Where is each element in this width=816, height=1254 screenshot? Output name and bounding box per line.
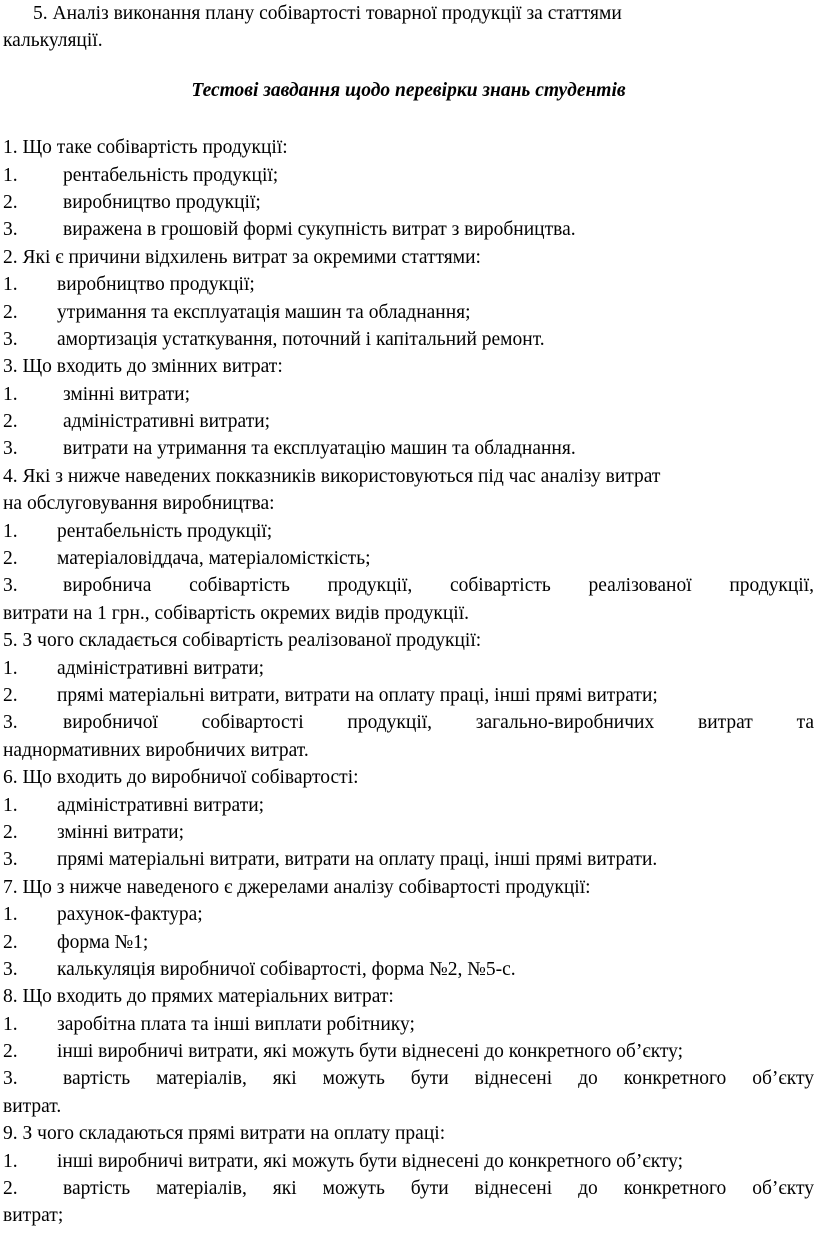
question-5-option-3-continued: наднормативних виробничих витрат. [3,739,309,761]
question-6-option-2 [3,819,814,846]
option-text: інші виробничі витрати, які можуть бути віднесені до конкретного об’єкту; [57,1041,684,1063]
question-6-option-3 [3,846,814,873]
section-heading: Тестові завдання щодо перевірки знань студентів [191,79,626,101]
option-text: форма №1; [57,931,149,953]
option-number: 1. [3,274,18,296]
option-number: 3. [3,328,18,350]
option-number: 3. [3,1068,18,1090]
question-8-option-3 [3,1065,814,1092]
option-text: інші виробничі витрати, які можуть бути віднесені до конкретного об’єкту; [57,1150,684,1172]
question-1-option-1 [3,162,814,189]
question-3-option-1 [3,381,814,408]
question-7-option-1 [3,901,814,928]
question-3: 3. Що входить до змінних витрат: [3,356,283,378]
intro-line-1: 5. Аналіз виконання плану собівартості товарної продукції за статтями [33,3,622,24]
question-1-option-2 [3,189,814,216]
option-text: рахунок-фактура; [57,904,203,926]
option-text: амортизація устаткування, поточний і капітальний ремонт. [57,328,545,350]
question-4-option-1 [3,518,814,545]
question-2-option-3 [3,326,814,353]
option-text: адміністративні витрати; [57,657,265,679]
question-7-option-2 [3,929,814,956]
question-2-option-2 [3,299,814,326]
option-number: 3. [3,849,18,871]
question-7: 7. Що з нижче наведеного є джерелами аналізу собівартості продукції: [3,876,591,898]
option-number: 3. [3,438,18,460]
option-text: рентабельність продукції; [63,164,279,186]
option-text: вартість матеріалів, які можуть бути віднесені до конкретного об’єкту [63,1068,814,1090]
option-text: виробничої собівартості продукції, загально-виробничих витрат та [63,712,814,734]
question-8: 8. Що входить до прямих матеріальних витрат: [3,986,394,1008]
option-number: 1. [3,1013,18,1035]
question-8-option-1 [3,1011,814,1038]
option-number: 3. [3,712,18,734]
question-4-option-3-continued: витрати на 1 грн., собівартість окремих видів продукції. [3,602,470,624]
question-5-option-2 [3,682,814,709]
option-text: виражена в грошовій формі сукупність витрат з виробництва. [63,219,576,241]
option-number: 2. [3,1178,18,1200]
option-number: 3. [3,219,18,241]
question-7-option-3 [3,956,814,983]
option-number: 1. [3,164,18,186]
option-text: матеріаловіддача, матеріаломісткість; [57,548,371,570]
option-text: калькуляція виробничої собівартості, форма №2, №5-с. [57,958,516,980]
option-number: 2. [3,1041,18,1063]
option-number: 1. [3,657,18,679]
option-text: адміністративні витрати; [63,411,271,433]
question-1: 1. Що таке собівартість продукції: [3,137,288,159]
option-text: заробітна плата та інші виплати робітнику; [57,1013,415,1035]
question-5-option-1 [3,655,814,682]
option-number: 3. [3,575,18,597]
option-text: виробництво продукції; [63,191,261,213]
option-text: рентабельність продукції; [57,520,273,542]
option-text: адміністративні витрати; [57,794,265,816]
option-text: змінні витрати; [57,821,185,843]
question-4: 4. Які з нижче наведених покказників використовуються під час аналізу витрат [3,465,661,487]
option-number: 2. [3,548,18,570]
question-1-option-3 [3,216,814,243]
option-text: вартість матеріалів, які можуть бути віднесені до конкретного об’єкту [63,1178,814,1200]
question-8-option-2 [3,1038,814,1065]
question-6: 6. Що входить до виробничої собівартості: [3,767,359,789]
intro-line-2: калькуляції. [3,30,103,52]
option-text: виробництво продукції; [57,274,255,296]
option-text: виробнича собівартість продукції, собівартість реалізованої продукції, [63,575,814,597]
option-text: утримання та експлуатація машин та обладнання; [57,301,471,323]
question-4-continued: на обслуговування виробництва: [3,493,275,515]
option-number: 2. [3,821,18,843]
option-text: витрати на утримання та експлуатацію машин та обладнання. [63,438,576,460]
question-4-option-2 [3,545,814,572]
option-number: 1. [3,383,18,405]
option-number: 1. [3,794,18,816]
option-number: 2. [3,301,18,323]
question-3-option-3 [3,435,814,462]
option-number: 1. [3,904,18,926]
question-9-option-1 [3,1148,814,1175]
question-9-option-2 [3,1175,814,1202]
option-number: 1. [3,520,18,542]
question-4-option-3 [3,572,814,599]
question-6-option-1 [3,792,814,819]
option-number: 2. [3,684,18,706]
option-text: прямі матеріальні витрати, витрати на оплату праці, інші прямі витрати. [57,849,658,871]
question-9: 9. З чого складаються прямі витрати на оплату праці: [3,1123,446,1145]
option-text: прямі матеріальні витрати, витрати на оплату праці, інші прямі витрати; [57,684,658,706]
option-text: змінні витрати; [63,383,191,405]
question-2-option-1 [3,271,814,298]
option-number: 1. [3,1150,18,1172]
option-number: 2. [3,191,18,213]
option-number: 3. [3,958,18,980]
question-5: 5. З чого складається собівартість реалізованої продукції: [3,630,482,652]
question-9-option-2-continued: витрат; [3,1205,64,1227]
option-number: 2. [3,411,18,433]
question-8-option-3-continued: витрат. [3,1095,62,1117]
option-number: 2. [3,931,18,953]
question-5-option-3 [3,709,814,736]
question-2: 2. Які є причини відхилень витрат за окремими статтями: [3,246,481,268]
question-3-option-2 [3,408,814,435]
